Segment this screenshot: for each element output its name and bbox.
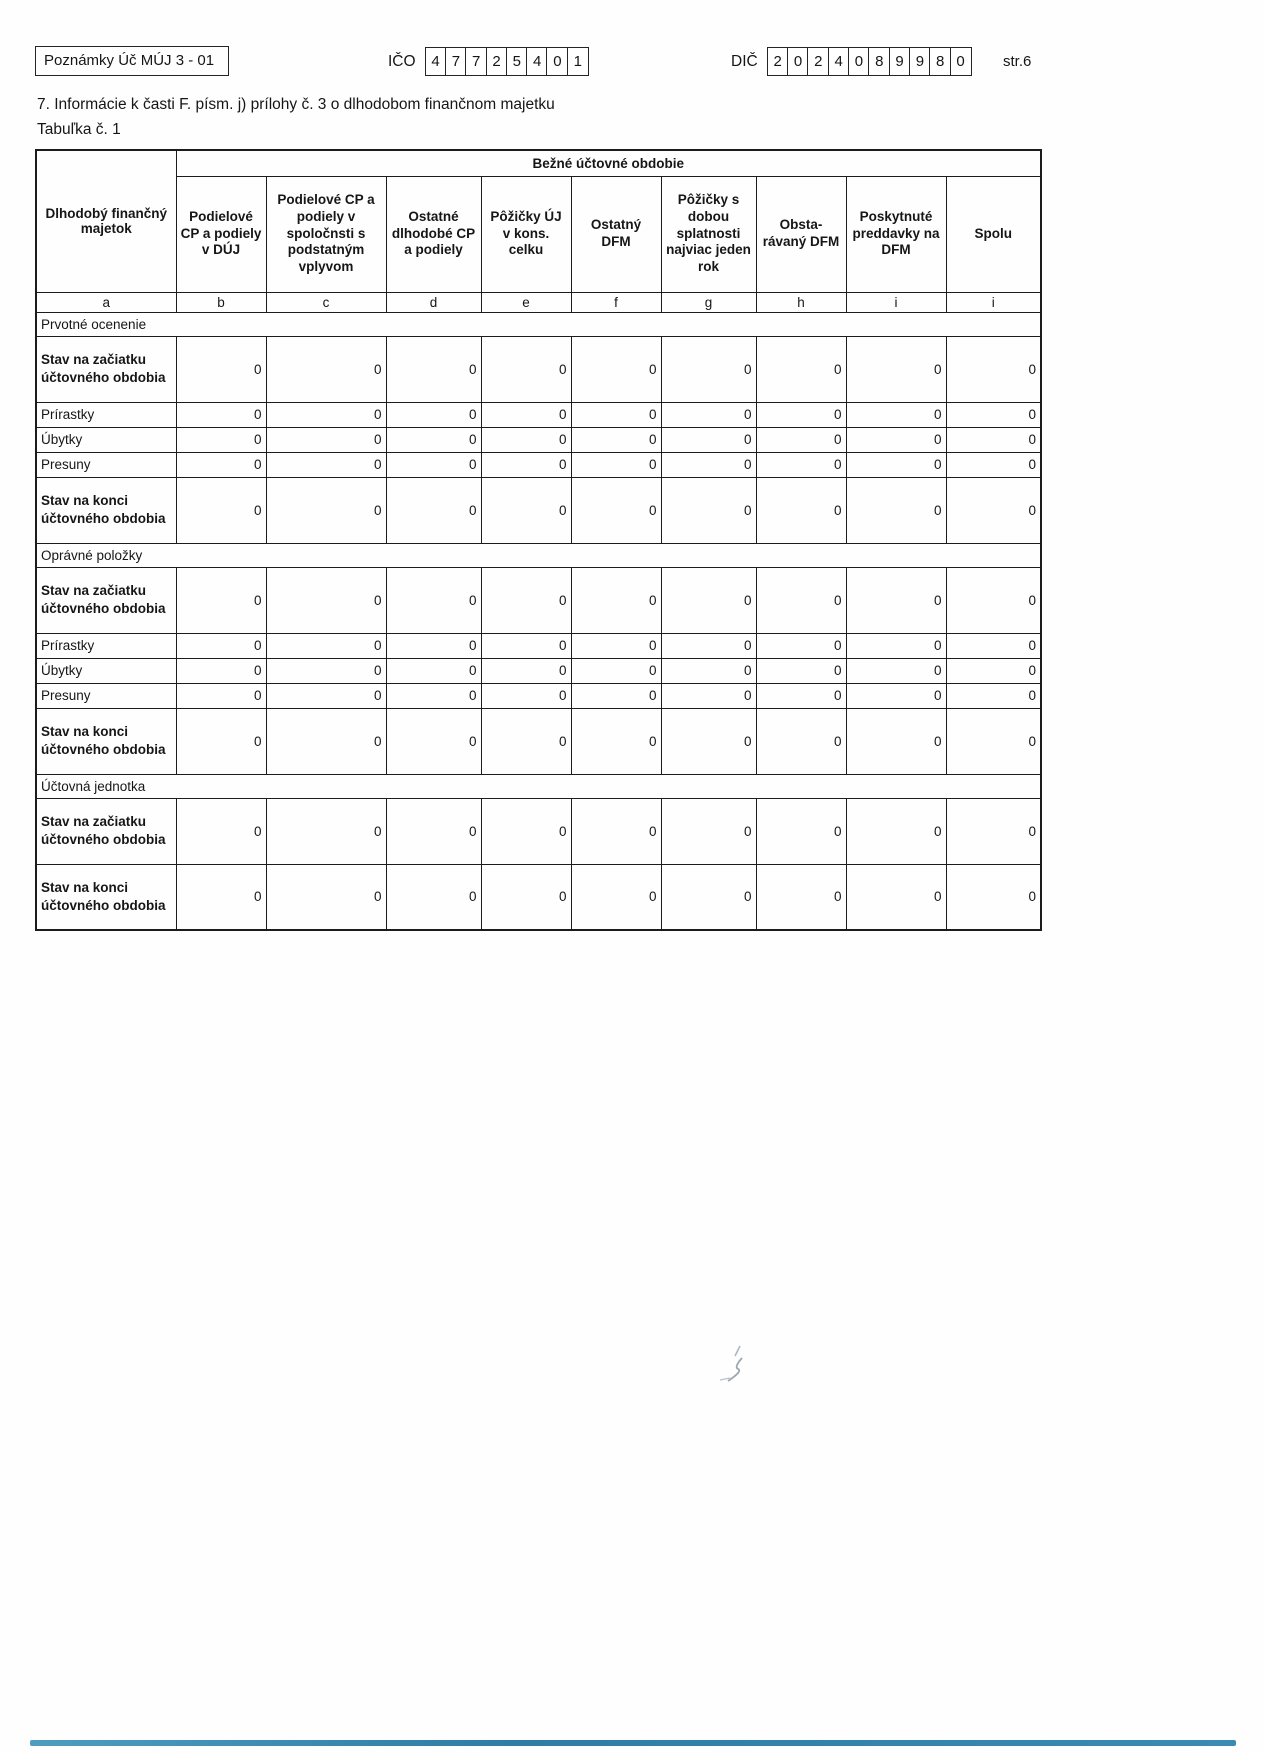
table-row <box>36 683 1041 708</box>
value-cell: 0 <box>756 633 846 658</box>
dic-digit-box: 4 <box>828 47 850 76</box>
dic-label: DIČ <box>731 52 758 70</box>
value-cell: 0 <box>571 798 661 864</box>
value-cell: 0 <box>846 683 946 708</box>
value-cell: 0 <box>386 427 481 452</box>
value-cell: 0 <box>386 633 481 658</box>
ico-digit-box: 7 <box>445 47 467 76</box>
value-cell: 0 <box>946 658 1041 683</box>
dic-digit-box: 0 <box>950 47 972 76</box>
value-cell: 0 <box>756 336 846 402</box>
dic-digit-box: 9 <box>909 47 931 76</box>
column-header-a: Dlhodobý finančný majetok <box>36 150 176 292</box>
value-cell: 0 <box>946 708 1041 774</box>
row-label: Prírastky <box>36 633 176 658</box>
value-cell: 0 <box>571 427 661 452</box>
ico-digit-box: 4 <box>425 47 447 76</box>
value-cell: 0 <box>756 452 846 477</box>
value-cell: 0 <box>756 402 846 427</box>
value-cell: 0 <box>266 336 386 402</box>
row-label: Stav na začiatku účtovného obdobia <box>36 798 176 864</box>
row-label: Stav na konci účtovného obdobia <box>36 864 176 930</box>
value-cell: 0 <box>176 567 266 633</box>
value-cell: 0 <box>846 427 946 452</box>
value-cell: 0 <box>571 658 661 683</box>
value-cell: 0 <box>756 658 846 683</box>
value-cell: 0 <box>176 708 266 774</box>
value-cell: 0 <box>661 658 756 683</box>
value-cell: 0 <box>661 683 756 708</box>
table-row <box>36 708 1041 774</box>
value-cell: 0 <box>661 567 756 633</box>
value-cell: 0 <box>846 708 946 774</box>
value-cell: 0 <box>481 427 571 452</box>
value-cell: 0 <box>386 452 481 477</box>
value-cell: 0 <box>571 708 661 774</box>
table-row <box>36 864 1041 930</box>
value-cell: 0 <box>661 708 756 774</box>
dic-digit-box: 8 <box>929 47 951 76</box>
value-cell: 0 <box>386 336 481 402</box>
row-label: Úbytky <box>36 658 176 683</box>
table-row <box>36 658 1041 683</box>
row-label: Stav na začiatku účtovného obdobia <box>36 567 176 633</box>
value-cell: 0 <box>266 708 386 774</box>
value-cell: 0 <box>176 798 266 864</box>
row-label: Presuny <box>36 452 176 477</box>
value-cell: 0 <box>846 633 946 658</box>
column-header: Obsta-rávaný DFM <box>756 176 846 292</box>
dic-digit-box: 2 <box>807 47 829 76</box>
section-title-row: Účtovná jednotka <box>36 774 1041 798</box>
value-cell: 0 <box>176 658 266 683</box>
value-cell: 0 <box>661 452 756 477</box>
value-cell: 0 <box>176 633 266 658</box>
value-cell: 0 <box>756 864 846 930</box>
ico-digit-box: 7 <box>465 47 487 76</box>
value-cell: 0 <box>571 336 661 402</box>
dic-digit-box: 8 <box>868 47 890 76</box>
row-label: Úbytky <box>36 427 176 452</box>
column-letter: f <box>571 292 661 312</box>
value-cell: 0 <box>176 683 266 708</box>
value-cell: 0 <box>846 452 946 477</box>
value-cell: 0 <box>481 452 571 477</box>
column-letter: a <box>36 292 176 312</box>
value-cell: 0 <box>481 402 571 427</box>
value-cell: 0 <box>481 336 571 402</box>
column-header: Poskytnuté preddavky na DFM <box>846 176 946 292</box>
row-label: Stav na konci účtovného obdobia <box>36 477 176 543</box>
value-cell: 0 <box>946 452 1041 477</box>
value-cell: 0 <box>386 402 481 427</box>
value-cell: 0 <box>846 336 946 402</box>
value-cell: 0 <box>176 427 266 452</box>
dic-digit-boxes <box>767 47 972 76</box>
value-cell: 0 <box>571 477 661 543</box>
value-cell: 0 <box>481 477 571 543</box>
column-header: Pôžičky ÚJ v kons. celku <box>481 176 571 292</box>
pen-mark-scan-artifact <box>712 1342 758 1386</box>
ico-digit-box: 4 <box>526 47 548 76</box>
value-cell: 0 <box>756 708 846 774</box>
value-cell: 0 <box>266 567 386 633</box>
value-cell: 0 <box>756 427 846 452</box>
value-cell: 0 <box>756 477 846 543</box>
value-cell: 0 <box>571 567 661 633</box>
column-header: Pôžičky s dobou splatnosti najviac jeden rok <box>661 176 756 292</box>
value-cell: 0 <box>946 633 1041 658</box>
value-cell: 0 <box>481 798 571 864</box>
value-cell: 0 <box>176 336 266 402</box>
value-cell: 0 <box>481 567 571 633</box>
dic-digit-box: 9 <box>889 47 911 76</box>
page-number: str.6 <box>1003 53 1032 70</box>
column-letter: c <box>266 292 386 312</box>
column-letter: i <box>846 292 946 312</box>
column-header: Podielové CP a podiely v DÚJ <box>176 176 266 292</box>
ico-digit-box: 0 <box>546 47 568 76</box>
value-cell: 0 <box>266 658 386 683</box>
dic-group <box>731 47 972 76</box>
column-letter: e <box>481 292 571 312</box>
value-cell: 0 <box>386 477 481 543</box>
value-cell: 0 <box>571 633 661 658</box>
value-cell: 0 <box>481 708 571 774</box>
table-row <box>36 427 1041 452</box>
value-cell: 0 <box>176 477 266 543</box>
dic-digit-box: 0 <box>787 47 809 76</box>
table-row <box>36 402 1041 427</box>
value-cell: 0 <box>946 864 1041 930</box>
value-cell: 0 <box>661 427 756 452</box>
value-cell: 0 <box>946 402 1041 427</box>
value-cell: 0 <box>661 864 756 930</box>
value-cell: 0 <box>481 864 571 930</box>
table-row <box>36 452 1041 477</box>
value-cell: 0 <box>756 683 846 708</box>
value-cell: 0 <box>386 798 481 864</box>
value-cell: 0 <box>846 658 946 683</box>
value-cell: 0 <box>661 798 756 864</box>
ico-digit-boxes <box>425 47 589 76</box>
table-label: Tabuľka č. 1 <box>37 121 121 138</box>
form-label: Poznámky Úč MÚJ 3 - 01 <box>35 46 229 76</box>
value-cell: 0 <box>266 452 386 477</box>
ico-label: IČO <box>388 52 416 70</box>
value-cell: 0 <box>571 452 661 477</box>
value-cell: 0 <box>266 633 386 658</box>
column-header: Ostatné dlhodobé CP a podiely <box>386 176 481 292</box>
table-row <box>36 477 1041 543</box>
value-cell: 0 <box>386 708 481 774</box>
value-cell: 0 <box>571 402 661 427</box>
value-cell: 0 <box>846 402 946 427</box>
value-cell: 0 <box>661 477 756 543</box>
table-row <box>36 567 1041 633</box>
value-cell: 0 <box>846 477 946 543</box>
column-letter: i <box>946 292 1041 312</box>
column-header: Spolu <box>946 176 1041 292</box>
value-cell: 0 <box>846 798 946 864</box>
row-label: Stav na konci účtovného obdobia <box>36 708 176 774</box>
value-cell: 0 <box>661 336 756 402</box>
row-label: Stav na začiatku účtovného obdobia <box>36 336 176 402</box>
value-cell: 0 <box>946 427 1041 452</box>
ico-group <box>388 47 589 76</box>
ico-digit-box: 5 <box>506 47 528 76</box>
section-title-row: Oprávné položky <box>36 543 1041 567</box>
value-cell: 0 <box>946 477 1041 543</box>
value-cell: 0 <box>481 633 571 658</box>
section-title-row: Prvotné ocenenie <box>36 312 1041 336</box>
value-cell: 0 <box>266 427 386 452</box>
value-cell: 0 <box>946 336 1041 402</box>
value-cell: 0 <box>946 683 1041 708</box>
dfm-table <box>35 149 1042 931</box>
row-label: Presuny <box>36 683 176 708</box>
period-header: Bežné účtovné obdobie <box>176 150 1041 176</box>
value-cell: 0 <box>386 683 481 708</box>
column-letter: g <box>661 292 756 312</box>
value-cell: 0 <box>846 864 946 930</box>
value-cell: 0 <box>266 477 386 543</box>
value-cell: 0 <box>481 683 571 708</box>
dic-digit-box: 2 <box>767 47 789 76</box>
table-row <box>36 798 1041 864</box>
table-row <box>36 633 1041 658</box>
value-cell: 0 <box>266 683 386 708</box>
value-cell: 0 <box>946 567 1041 633</box>
value-cell: 0 <box>386 864 481 930</box>
bottom-scan-line <box>30 1740 1236 1746</box>
value-cell: 0 <box>661 633 756 658</box>
row-label: Prírastky <box>36 402 176 427</box>
value-cell: 0 <box>946 798 1041 864</box>
value-cell: 0 <box>571 864 661 930</box>
value-cell: 0 <box>176 864 266 930</box>
table-row <box>36 336 1041 402</box>
value-cell: 0 <box>266 864 386 930</box>
column-letter: d <box>386 292 481 312</box>
ico-digit-box: 2 <box>486 47 508 76</box>
ico-digit-box: 1 <box>567 47 589 76</box>
value-cell: 0 <box>756 798 846 864</box>
column-header: Podielové CP a podiely v spoločnsti s podstatným vplyvom <box>266 176 386 292</box>
value-cell: 0 <box>756 567 846 633</box>
value-cell: 0 <box>661 402 756 427</box>
value-cell: 0 <box>176 452 266 477</box>
value-cell: 0 <box>176 402 266 427</box>
dic-digit-box: 0 <box>848 47 870 76</box>
column-header: Ostatný DFM <box>571 176 661 292</box>
column-letter: b <box>176 292 266 312</box>
value-cell: 0 <box>266 402 386 427</box>
value-cell: 0 <box>386 567 481 633</box>
value-cell: 0 <box>571 683 661 708</box>
value-cell: 0 <box>386 658 481 683</box>
value-cell: 0 <box>481 658 571 683</box>
column-letter: h <box>756 292 846 312</box>
section-title: 7. Informácie k časti F. písm. j) prílohy č. 3 o dlhodobom finančnom majetku <box>37 96 555 113</box>
value-cell: 0 <box>266 798 386 864</box>
value-cell: 0 <box>846 567 946 633</box>
